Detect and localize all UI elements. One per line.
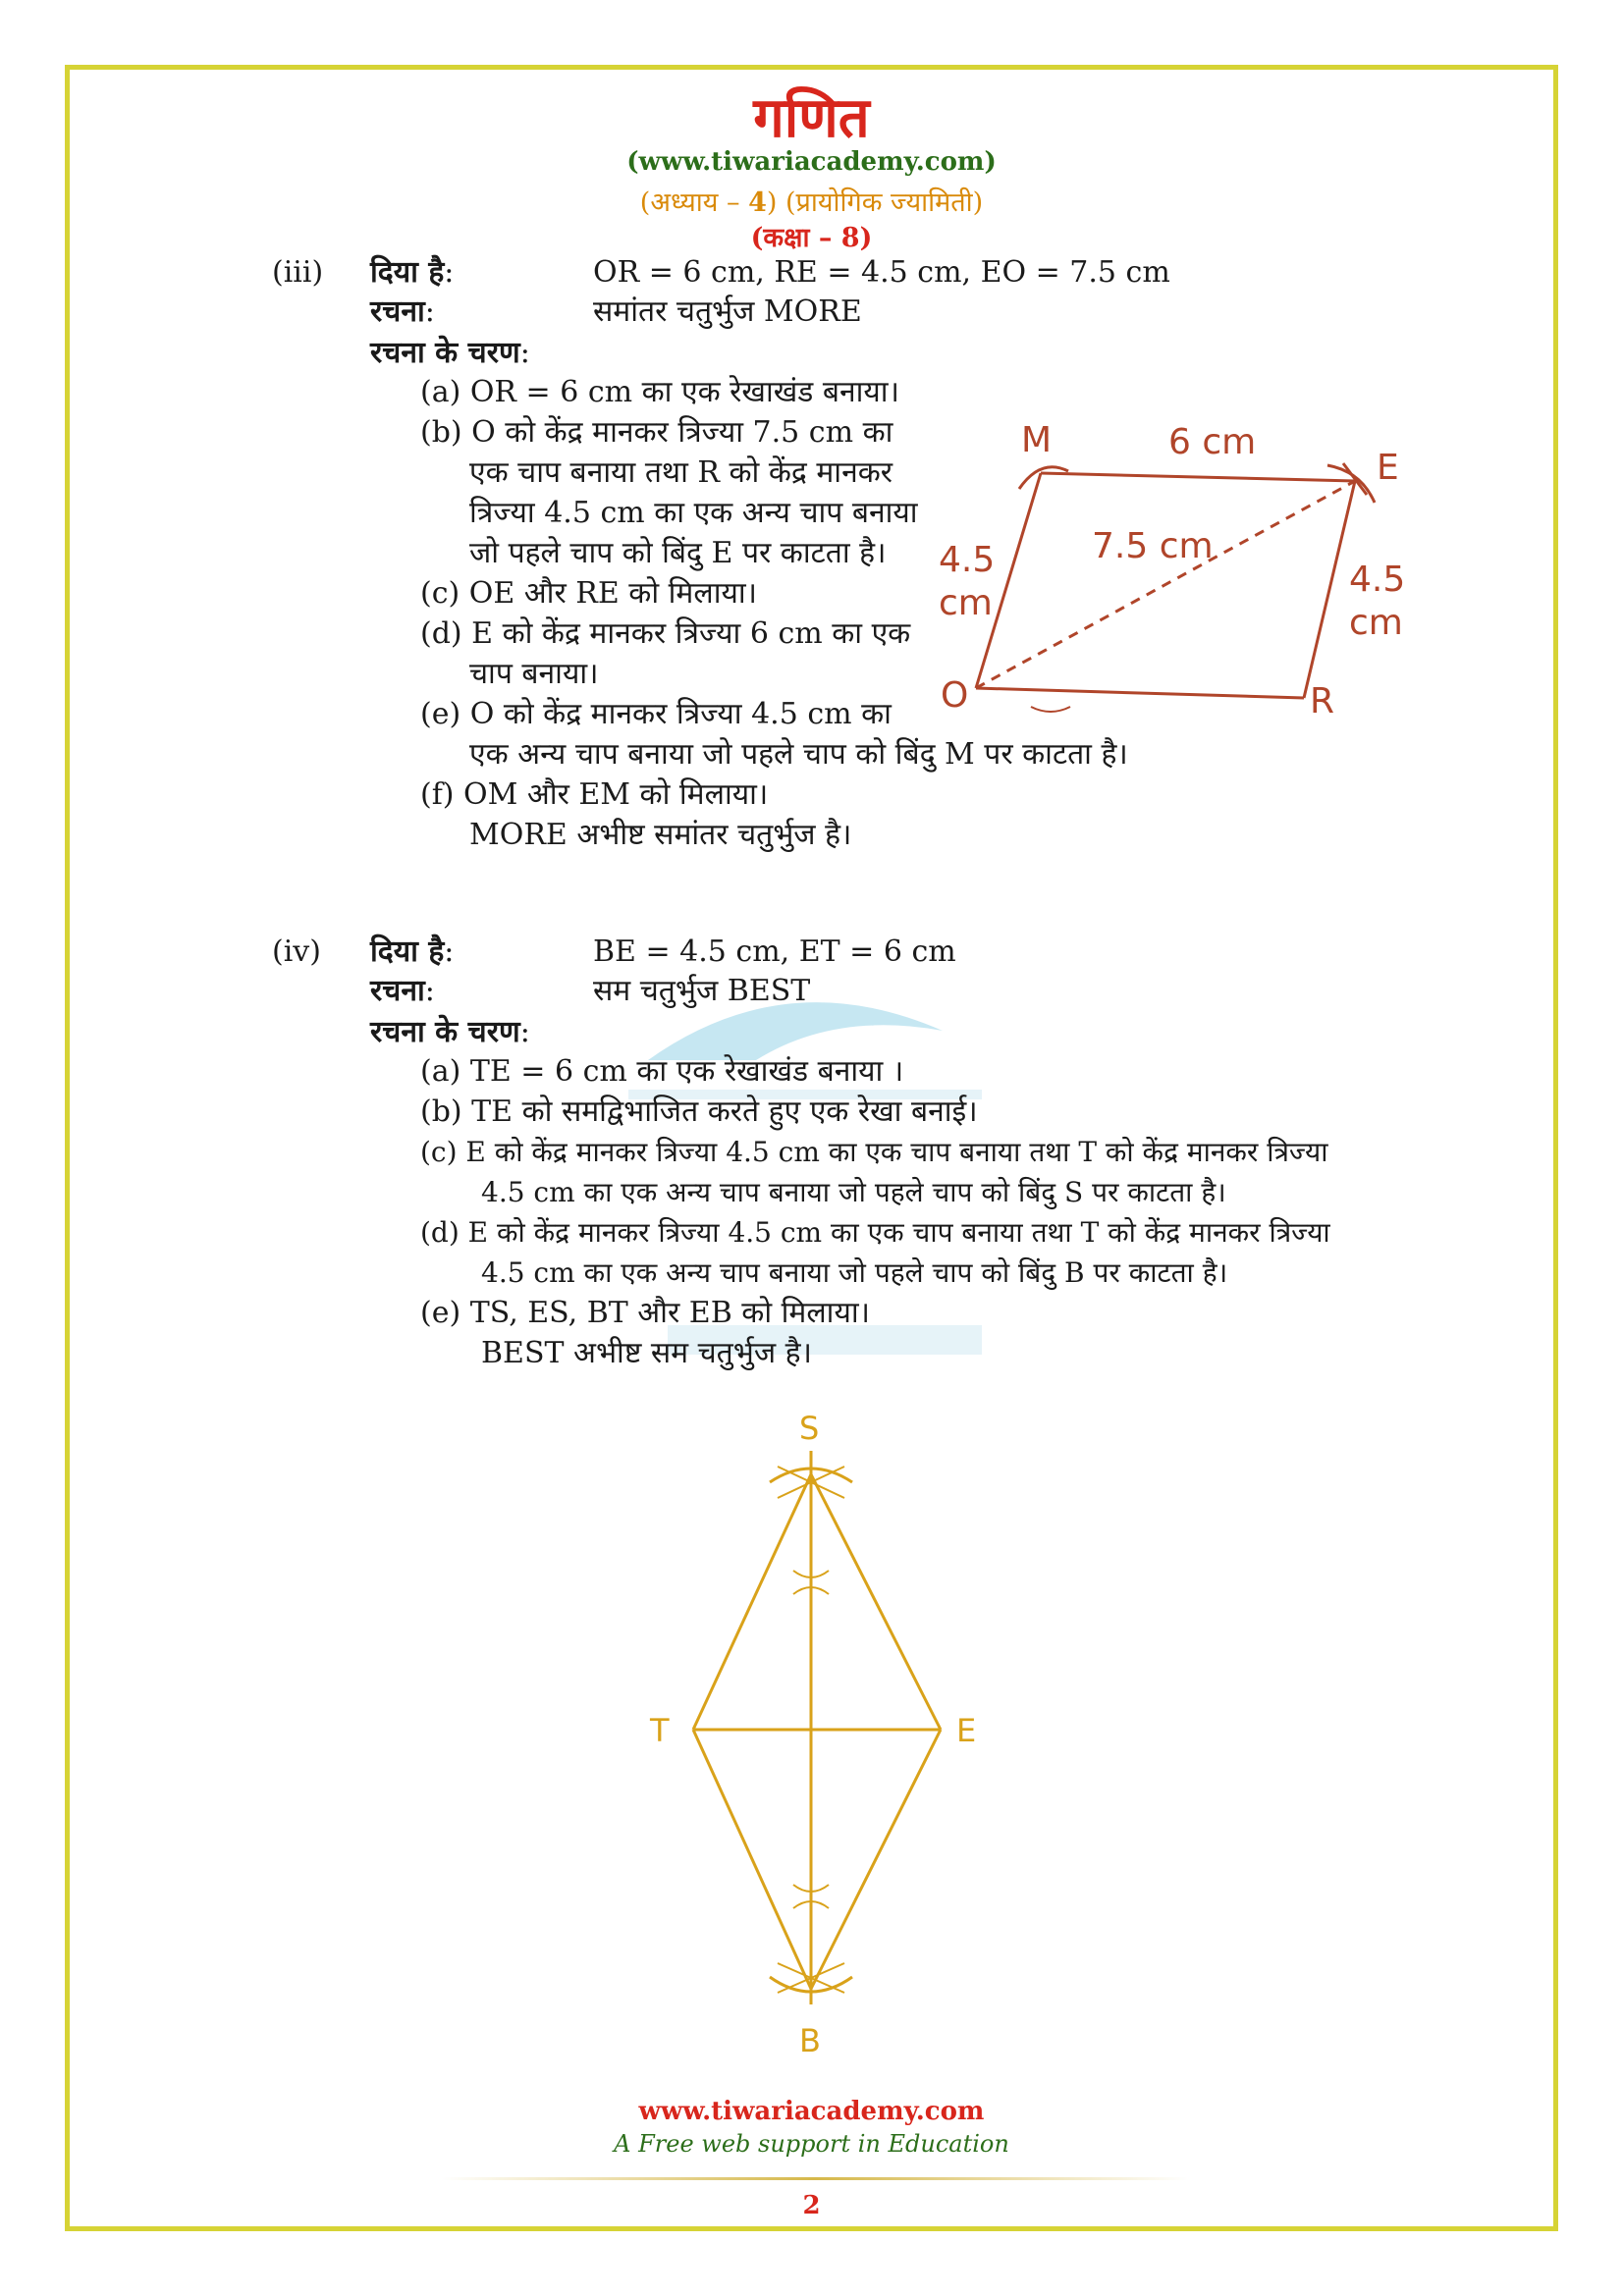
arc-bottom (1031, 707, 1070, 712)
construct-label-text: रचना (370, 294, 425, 329)
rhombus-figure (628, 1404, 1001, 2071)
part3-construct-label (370, 293, 435, 332)
part4-steps-label (370, 1013, 530, 1052)
side-st (693, 1474, 811, 1730)
part4-step-line: 4.5 cm का एक अन्य चाप बनाया जो पहले चाप को बिंदु S पर काटता है। (481, 1176, 1226, 1208)
page-number: 2 (802, 2191, 821, 2220)
parallelogram-figure (923, 412, 1434, 726)
label-diag: 7.5 cm (1092, 526, 1214, 566)
part4-step-line: (a) TE = 6 cm का एक रेखाखंड बनाया । (420, 1054, 904, 1089)
side-me (1041, 473, 1355, 481)
chapter-close: ) (प्रायोगिक ज्यामिती) (766, 187, 984, 218)
label-s: S (799, 1410, 820, 1447)
side-or (976, 688, 1304, 698)
steps-label-text: रचना के चरण (370, 336, 520, 370)
part4-construct-label (370, 972, 435, 1011)
part3-step-line: चाप बनाया। (469, 657, 599, 691)
part3-number: (iii) (272, 255, 324, 290)
label-e: E (956, 1712, 977, 1749)
construct-label-text: रचना (370, 974, 425, 1008)
side-er (1304, 481, 1355, 698)
part3-step-line: (b) O को केंद्र मानकर त्रिज्या 7.5 cm का (420, 415, 893, 450)
part4-construct-value: सम चतुर्भुज BEST (593, 974, 811, 1008)
label-o: O (941, 675, 969, 716)
part4-step-line: (d) E को केंद्र मानकर त्रिज्या 4.5 cm का एक चाप बनाया तथा T को केंद्र मानकर त्रिज्या (420, 1216, 1330, 1249)
site-url: (www.tiwariacademy.com) (626, 147, 997, 177)
steps-label-text: रचना के चरण (370, 1015, 520, 1049)
footer-divider (442, 2177, 1188, 2180)
part3-step-line: एक अन्य चाप बनाया जो पहले चाप को बिंदु M पर काटता है। (469, 737, 1128, 772)
arc-m (1019, 467, 1068, 489)
label-top: 6 cm (1168, 422, 1257, 462)
part4-step-line: (b) TE को समद्विभाजित करते हुए एक रेखा बनाई। (420, 1095, 978, 1129)
page-title: गणित (753, 85, 870, 150)
part3-step-line: त्रिज्या 4.5 cm का एक अन्य चाप बनाया (469, 496, 918, 530)
chapter-open: (अध्याय – (639, 187, 749, 218)
given-label-text: दिया है (370, 934, 445, 969)
part4-step-line: 4.5 cm का एक अन्य चाप बनाया जो पहले चाप को बिंदु B पर काटता है। (481, 1256, 1228, 1289)
part3-step-line: (d) E को केंद्र मानकर त्रिज्या 6 cm का एक (420, 616, 911, 651)
part4-given-label (370, 933, 454, 972)
side-om (976, 473, 1041, 688)
label-m: M (1021, 420, 1053, 460)
part3-construct-value: समांतर चतुर्भुज MORE (593, 294, 862, 329)
part4-step-line: (c) E को केंद्र मानकर त्रिज्या 4.5 cm का एक चाप बनाया तथा T को केंद्र मानकर त्रिज्या (420, 1136, 1328, 1168)
steps-colon: : (519, 1015, 530, 1049)
part3-step-line: एक चाप बनाया तथा R को केंद्र मानकर (469, 455, 893, 490)
part3-given-value: OR = 6 cm, RE = 4.5 cm, EO = 7.5 cm (593, 255, 1170, 290)
label-right-2: cm (1349, 603, 1403, 643)
diagonal-oe (976, 481, 1355, 688)
arc-e2 (1343, 463, 1367, 495)
part3-given-label (370, 253, 454, 293)
part3-step-line: (c) OE और RE को मिलाया। (420, 576, 758, 611)
construct-colon: : (424, 294, 435, 329)
part3-step-line: (e) O को केंद्र मानकर त्रिज्या 4.5 cm का (420, 697, 892, 731)
chapter-line (0, 183, 1623, 219)
part4-number: (iv) (272, 934, 321, 969)
label-left-1: 4.5 (939, 540, 996, 580)
part4-step-line: BEST अभीष्ट सम चतुर्भुज है। (481, 1336, 812, 1370)
part3-steps-label (370, 334, 530, 373)
part3-step-line: (a) OR = 6 cm का एक रेखाखंड बनाया। (420, 375, 899, 409)
label-r: R (1310, 681, 1335, 721)
label-e: E (1377, 448, 1399, 488)
chapter-number: 4 (748, 187, 767, 218)
class-line: (कक्षा – 8) (750, 223, 873, 253)
steps-colon: : (519, 336, 530, 370)
part3-step-line: (f) OM और EM को मिलाया। (420, 777, 769, 812)
part4-step-line: (e) TS, ES, BT और EB को मिलाया। (420, 1296, 870, 1330)
part4-given-value: BE = 4.5 cm, ET = 6 cm (593, 934, 956, 969)
part3-step-line: जो पहले चाप को बिंदु E पर काटता है। (469, 536, 887, 570)
side-se (811, 1474, 941, 1730)
label-t: T (650, 1712, 670, 1749)
footer-tagline: A Free web support in Education (614, 2130, 1009, 2158)
label-b: B (799, 2022, 821, 2059)
part3-step-line: MORE अभीष्ट समांतर चतुर्भुज है। (469, 818, 852, 852)
side-eb (811, 1730, 941, 1989)
given-colon: : (444, 255, 455, 290)
footer-site: www.tiwariacademy.com (638, 2097, 985, 2126)
given-colon: : (444, 934, 455, 969)
side-tb (693, 1730, 811, 1989)
label-left-2: cm (939, 583, 993, 623)
label-right-1: 4.5 (1349, 560, 1406, 600)
given-label-text: दिया है (370, 255, 445, 290)
construct-colon: : (424, 974, 435, 1008)
